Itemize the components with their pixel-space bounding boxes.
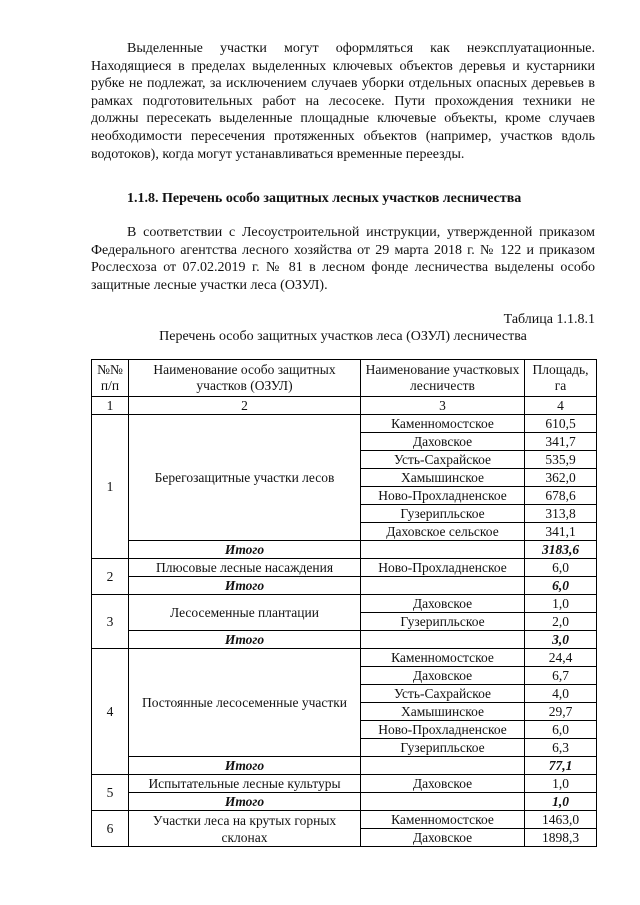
area-value: 313,8 [525,505,597,523]
total-value: 3,0 [525,631,597,649]
forestry-name: Даховское [361,433,525,451]
area-value: 1,0 [525,595,597,613]
area-value: 24,4 [525,649,597,667]
group-name: Постоянные лесосеменные участки [129,649,361,757]
total-row [92,631,597,649]
total-empty [361,577,525,595]
header-area: Площадь, га [525,360,597,397]
group-number: 3 [92,595,129,649]
header-num: №№ п/п [92,360,129,397]
total-empty [361,757,525,775]
header-forestry: Наименование участковых лесничеств [361,360,525,397]
group-name: Лесосеменные плантации [129,595,361,631]
section-heading: 1.1.8. Перечень особо защитных лесных участков лесничества [127,191,522,206]
total-row [92,757,597,775]
total-empty [361,541,525,559]
group-name: Плюсовые лесные насаждения [129,559,361,577]
column-number: 4 [525,397,597,415]
table-row [92,595,597,613]
forestry-name: Каменномостское [361,415,525,433]
table-number: Таблица 1.1.8.1 [503,312,595,327]
forestry-name: Каменномостское [361,811,525,829]
area-value: 678,6 [525,487,597,505]
total-row [92,541,597,559]
forestry-name: Даховское сельское [361,523,525,541]
total-empty [361,631,525,649]
group-name: Испытательные лесные культуры [129,775,361,793]
table-header-row [92,360,597,397]
header-name: Наименование особо защитных участков (ОЗУЛ) [129,360,361,397]
group-number: 5 [92,775,129,811]
forestry-name: Даховское [361,667,525,685]
area-value: 6,0 [525,721,597,739]
forestry-name: Усть-Сахрайское [361,685,525,703]
forestry-name: Хамышинское [361,469,525,487]
forestry-name: Гузерипльское [361,505,525,523]
area-value: 29,7 [525,703,597,721]
forestry-name: Гузерипльское [361,739,525,757]
forestry-name: Ново-Прохладненское [361,721,525,739]
total-value: 3183,6 [525,541,597,559]
ozul-table [91,359,597,847]
area-value: 6,7 [525,667,597,685]
area-value: 6,3 [525,739,597,757]
area-value: 610,5 [525,415,597,433]
area-value: 535,9 [525,451,597,469]
forestry-name: Гузерипльское [361,613,525,631]
area-value: 6,0 [525,559,597,577]
table-row [92,559,597,577]
total-label: Итого [129,757,361,775]
group-number: 4 [92,649,129,775]
column-number: 3 [361,397,525,415]
forestry-name: Каменномостское [361,649,525,667]
area-value: 362,0 [525,469,597,487]
total-row [92,577,597,595]
table-title: Перечень особо защитных участков леса (ОЗУЛ) лесничества [159,329,527,344]
total-label: Итого [129,541,361,559]
area-value: 4,0 [525,685,597,703]
table-row [92,775,597,793]
table-row [92,649,597,667]
area-value: 1898,3 [525,829,597,847]
forestry-name: Ново-Прохладненское [361,559,525,577]
forestry-name: Даховское [361,829,525,847]
total-label: Итого [129,631,361,649]
area-value: 1463,0 [525,811,597,829]
table-body [92,415,597,847]
area-value: 341,1 [525,523,597,541]
column-number: 2 [129,397,361,415]
total-label: Итого [129,793,361,811]
total-row [92,793,597,811]
area-value: 341,7 [525,433,597,451]
intro-paragraph: Выделенные участки могут оформляться как неэксплуатационные. Находящиеся в пределах выделенных ключевых объектов деревья и кустарники рубке не подлежат, за исключением случаев уборки отдельных опасных деревьев в рамках подготовительных работ на лесосеке. Пути прохождения техники не должны пересекать выделенные площадные ключевые объекты, кроме случаев необходимости пересечения протяженных объектов (например, участков вдоль водотоков), когда могут устанавливаться временные переезды. [91,41,595,162]
forestry-name: Даховское [361,595,525,613]
table-row [92,811,597,829]
column-number-row [92,397,597,415]
regulation-paragraph: В соответствии с Лесоустроительной инструкции, утвержденной приказом Федерального агентства лесного хозяйства от 29 марта 2018 г. № 122 и приказом Рослесхоза от 07.02.2019 г. № 81 в лесном фонде лесничества выделены особо защитные лесные участки леса (ОЗУЛ). [91,225,595,293]
total-label: Итого [129,577,361,595]
forestry-name: Даховское [361,775,525,793]
total-value: 77,1 [525,757,597,775]
group-number: 2 [92,559,129,595]
area-value: 2,0 [525,613,597,631]
column-number: 1 [92,397,129,415]
group-name: Участки леса на крутых горных склонах [129,811,361,847]
table-row [92,415,597,433]
group-name: Берегозащитные участки лесов [129,415,361,541]
forestry-name: Усть-Сахрайское [361,451,525,469]
area-value: 1,0 [525,775,597,793]
group-number: 1 [92,415,129,559]
group-number: 6 [92,811,129,847]
total-empty [361,793,525,811]
total-value: 1,0 [525,793,597,811]
forestry-name: Хамышинское [361,703,525,721]
total-value: 6,0 [525,577,597,595]
forestry-name: Ново-Прохладненское [361,487,525,505]
